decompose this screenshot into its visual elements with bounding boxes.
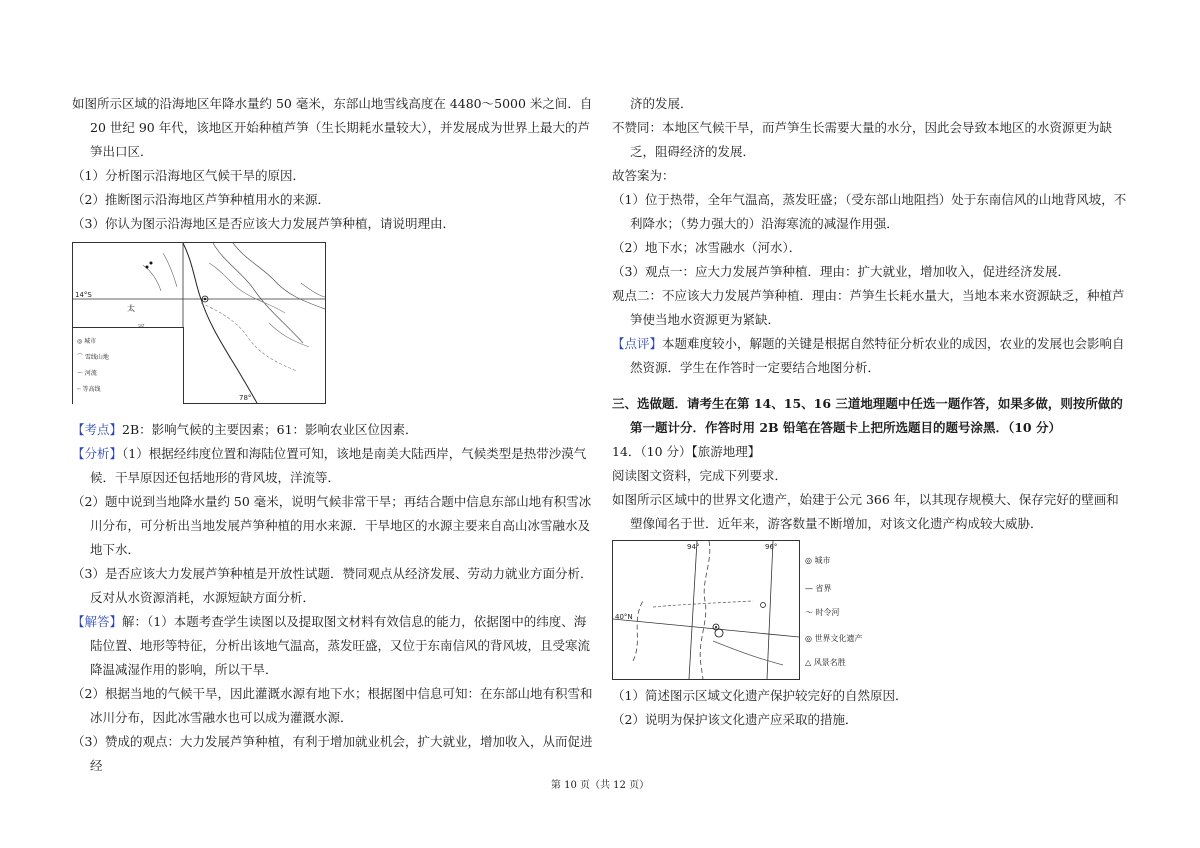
legend-contour: ┄ 等高线 — [77, 386, 101, 393]
legend-city: ◎ 城市 — [77, 338, 97, 345]
question-3: （3）你认为图示沿海地区是否应该大力发展芦笋种植，请说明理由． — [72, 216, 455, 231]
map2-lines — [613, 541, 799, 679]
legend2-heritage: ◎ 世界文化遗产 — [805, 634, 863, 643]
map-lat-label: 14°S — [75, 291, 92, 299]
kaodian: 【考点】2B：影响气候的主要因素；61：影响农业区位因素． — [72, 422, 418, 437]
q-intro-text: 如图所示区域的沿海地区年降水量约 50 毫米，东部山地雪线高度在 4480～5000 米之间．自 20 世纪 90 年代，该地区开始种植芦笋（生长期耗水量较大），并发展成为世界上最大的芦笋出口区． — [72, 96, 593, 159]
fenxi-3: （3）是否应该大力发展芦笋种植是开放性试题．赞同观点从经济发展、劳动力就业方面分析．反对从水资源消耗，水源短缺方面分析． — [72, 566, 593, 605]
legend2-scenic: △ 风景名胜 — [805, 658, 846, 667]
answer-2: （2）地下水；冰雪融水（河水）． — [612, 240, 802, 255]
q14-sub-2: （2）说明为保护该文化遗产应采取的措施． — [612, 712, 858, 727]
bu-zan-tong: 不赞同：本地区气候干旱，而芦笋生长需要大量的水分，因此会导致本地区的水资源更为缺乏，阻碍经济的发展． — [612, 120, 1113, 159]
legend-river: ～ 河流 — [77, 370, 97, 377]
jieda-3-cont: 济的发展． — [630, 96, 693, 111]
section-3-heading: 三、选做题．请考生在第 14、15、16 三道地理题中任选一题作答，如果多做，则按所做的第一题计分．作答时用 2B 铅笔在答题卡上把所选题目的题号涂黑．（10 分） — [612, 396, 1123, 435]
jieda-tag: 【解答】 — [72, 614, 123, 629]
dunhuang-map — [612, 540, 863, 680]
q14-instruction: 阅读图文资料，完成下列要求． — [612, 468, 788, 483]
answer-1: （1）位于热带，全年气温高，蒸发旺盛；（受东部山地阻挡）处于东南信风的山地背风坡，不利降水；（势力强大的）沿海寒流的减湿作用强． — [612, 192, 1127, 231]
right-column — [612, 92, 1130, 732]
map-legend — [73, 327, 184, 404]
peru-coast-map — [72, 242, 326, 404]
jieda-2: （2）根据当地的气候干旱，因此灌溉水源有地下水；根据图中信息可知：在东部山地有积雪和冰川分布，因此冰雪融水也可以成为灌溉水源． — [72, 686, 593, 725]
dianping: 【点评】本题难度较小，解题的关键是根据自然特征分析农业的成因，农业的发展也会影响自然资源．学生在作答时一定要结合地图分析． — [612, 336, 1125, 375]
legend-snow: ⌒ 雪线山地 — [77, 354, 109, 361]
jieda-1: 【解答】解：（1）本题考查学生读图以及提取图文材料有效信息的能力，依据图中的纬度、海陆位置、地形等特征，分析出该地气温高，蒸发旺盛，又位于东南信风的背风坡，且受寒流降温减湿作用的影响，所以干旱． — [72, 614, 591, 677]
q14-text: 如图所示区域中的世界文化遗产，始建于公元 366 年，以其现存规模大、保存完好的壁画和塑像闻名于世．近年来，游客数量不断增加，对该文化遗产构成较大威胁． — [612, 492, 1119, 531]
map2-lon-1: 94° — [687, 543, 700, 551]
answer-3: （3）观点一：应大力发展芦笋种植．理由：扩大就业，增加收入，促进经济发展． — [612, 264, 1070, 279]
jieda-3: （3）赞成的观点：大力发展芦笋种植，有利于增加就业机会，扩大就业，增加收入，从而促进经 — [72, 734, 593, 773]
legend2-seasonal-river: ～ 时令河 — [805, 608, 840, 617]
fenxi-1: 【分析】（1）根据经纬度位置和海陆位置可知，该地是南美大陆西岸，气候类型是热带沙漠气候．干旱原因还包括地形的背风坡，洋流等． — [72, 446, 587, 485]
ocean-label-1: 太 — [127, 304, 135, 313]
legend2-city: ◎ 城市 — [805, 556, 831, 565]
answer-4: 观点二：不应该大力发展芦笋种植．理由：芦笋生长耗水量大，当地本来水资源缺乏，种植芦笋使当地水资源更为紧缺． — [612, 288, 1125, 327]
dianping-tag: 【点评】 — [612, 336, 663, 351]
kaodian-tag: 【考点】 — [72, 422, 123, 437]
left-column — [72, 92, 594, 778]
q14-header: 14．（10 分）【旅游地理】 — [612, 444, 761, 459]
map2-legend — [805, 541, 915, 679]
fenxi-2: （2）题中说到当地降水量约 50 毫米，说明气候非常干旱；再结合题中信息东部山地有积雪冰川分布，可分析出当地发展芦笋种植的用水来源．干旱地区的水源主要来自高山冰雪融水及地下水． — [72, 494, 592, 557]
fenxi-tag: 【分析】 — [72, 446, 123, 461]
question-2: （2）推断图示沿海地区芦笋种植用水的来源． — [72, 192, 330, 207]
answer-title: 故答案为： — [612, 168, 675, 183]
map-lon-label: 78° — [239, 394, 252, 402]
page-footer: 第 10 页（共 12 页） — [550, 780, 650, 791]
q14-sub-1: （1）简述图示区域文化遗产保护较完好的自然原因． — [612, 688, 908, 703]
question-1: （1）分析图示沿海地区气候干旱的原因． — [72, 168, 305, 183]
legend2-province: — 省界 — [805, 584, 832, 593]
map2-lon-2: 96° — [765, 543, 778, 551]
map2-lat: 40°N — [615, 613, 633, 621]
